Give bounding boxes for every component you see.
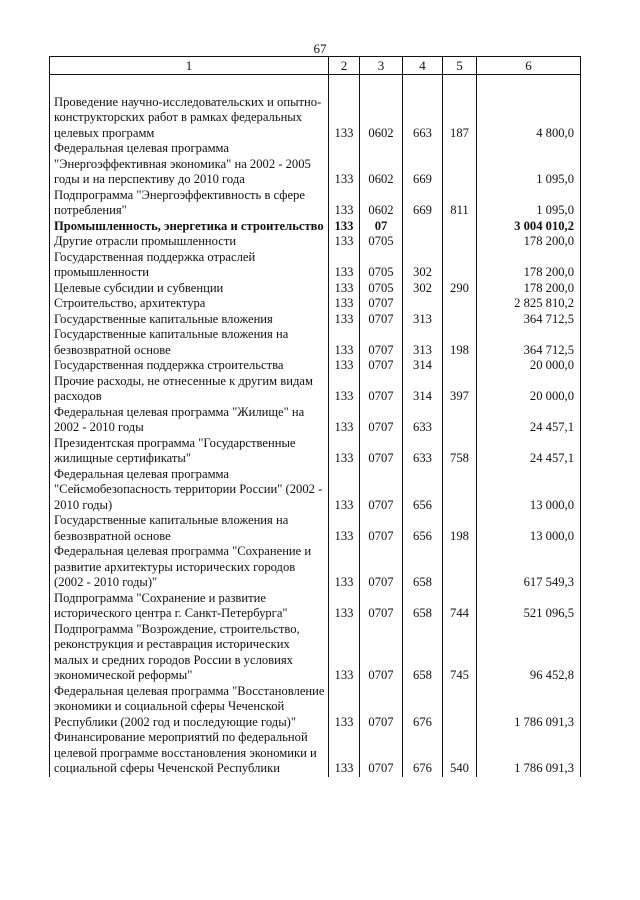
row-ministry-code-cell: 133: [329, 188, 360, 219]
row-article-code-cell: 656: [403, 513, 443, 544]
spacer-row: [50, 74, 581, 95]
row-amount-cell: 96 452,8: [477, 622, 581, 684]
row-amount-cell: 24 457,1: [477, 436, 581, 467]
row-section-code-cell: 0707: [360, 684, 403, 731]
row-expense-type-cell: [443, 405, 477, 436]
row-section-code-cell: 0707: [360, 467, 403, 514]
row-amount-cell: 4 800,0: [477, 95, 581, 142]
row-article-code-cell: 314: [403, 358, 443, 374]
column-header-6: 6: [477, 57, 581, 75]
row-section-code-cell: 0707: [360, 622, 403, 684]
row-expense-type-cell: 187: [443, 95, 477, 142]
row-name-cell: Федеральная целевая программа "Жилище" на 2002 - 2010 годы: [50, 405, 329, 436]
row-article-code-cell: 669: [403, 188, 443, 219]
row-amount-cell: 20 000,0: [477, 374, 581, 405]
row-article-code-cell: 656: [403, 467, 443, 514]
row-name-cell: Строительство, архитектура: [50, 296, 329, 312]
table-row: [50, 219, 581, 235]
row-article-code-cell: 658: [403, 622, 443, 684]
row-expense-type-cell: [443, 544, 477, 591]
table-row: [50, 358, 581, 374]
row-article-code-cell: [403, 219, 443, 235]
table-row: [50, 374, 581, 405]
row-ministry-code-cell: 133: [329, 234, 360, 250]
row-amount-cell: 617 549,3: [477, 544, 581, 591]
row-section-code-cell: 07: [360, 219, 403, 235]
row-ministry-code-cell: 133: [329, 730, 360, 777]
row-expense-type-cell: [443, 250, 477, 281]
row-name-cell: Подпрограмма "Сохранение и развитие исторического центра г. Санкт-Петербурга": [50, 591, 329, 622]
row-name-cell: Подпрограмма "Энергоэффективность в сфере потребления": [50, 188, 329, 219]
row-article-code-cell: 669: [403, 141, 443, 188]
row-name-cell: Федеральная целевая программа "Сейсмобезопасность территории России" (2002 - 2010 годы): [50, 467, 329, 514]
table-row: [50, 296, 581, 312]
table-row: [50, 281, 581, 297]
table-row: [50, 141, 581, 188]
row-article-code-cell: 676: [403, 684, 443, 731]
table-row: [50, 188, 581, 219]
table-row: [50, 95, 581, 142]
table-row: [50, 467, 581, 514]
budget-table: [49, 56, 581, 777]
row-name-cell: Президентская программа "Государственные жилищные сертификаты": [50, 436, 329, 467]
row-section-code-cell: 0707: [360, 544, 403, 591]
row-expense-type-cell: [443, 219, 477, 235]
table-row: [50, 730, 581, 777]
row-expense-type-cell: [443, 358, 477, 374]
row-name-cell: Государственная поддержка отраслей промышленности: [50, 250, 329, 281]
row-expense-type-cell: 745: [443, 622, 477, 684]
table-row: [50, 513, 581, 544]
row-amount-cell: 521 096,5: [477, 591, 581, 622]
row-name-cell: Промышленность, энергетика и строительство: [50, 219, 329, 235]
row-section-code-cell: 0707: [360, 327, 403, 358]
row-expense-type-cell: 198: [443, 327, 477, 358]
row-article-code-cell: 314: [403, 374, 443, 405]
row-article-code-cell: 676: [403, 730, 443, 777]
row-amount-cell: 3 004 010,2: [477, 219, 581, 235]
row-amount-cell: 1 095,0: [477, 141, 581, 188]
row-expense-type-cell: 540: [443, 730, 477, 777]
row-amount-cell: 20 000,0: [477, 358, 581, 374]
row-section-code-cell: 0602: [360, 95, 403, 142]
row-section-code-cell: 0602: [360, 141, 403, 188]
row-ministry-code-cell: 133: [329, 684, 360, 731]
page-number: 67: [313, 41, 327, 56]
row-amount-cell: 1 786 091,3: [477, 730, 581, 777]
row-ministry-code-cell: 133: [329, 250, 360, 281]
row-section-code-cell: 0707: [360, 296, 403, 312]
row-name-cell: Целевые субсидии и субвенции: [50, 281, 329, 297]
row-amount-cell: 13 000,0: [477, 467, 581, 514]
row-article-code-cell: 302: [403, 250, 443, 281]
column-header-1: 1: [50, 57, 329, 75]
column-header-4: 4: [403, 57, 443, 75]
row-section-code-cell: 0705: [360, 281, 403, 297]
row-section-code-cell: 0707: [360, 513, 403, 544]
row-expense-type-cell: 198: [443, 513, 477, 544]
table-row: [50, 250, 581, 281]
row-expense-type-cell: [443, 684, 477, 731]
row-ministry-code-cell: 133: [329, 312, 360, 328]
row-amount-cell: 364 712,5: [477, 312, 581, 328]
table-row: [50, 327, 581, 358]
row-section-code-cell: 0707: [360, 405, 403, 436]
row-name-cell: Прочие расходы, не отнесенные к другим видам расходов: [50, 374, 329, 405]
row-ministry-code-cell: 133: [329, 467, 360, 514]
table-row: [50, 312, 581, 328]
row-ministry-code-cell: 133: [329, 219, 360, 235]
column-number-header-row: [50, 57, 581, 75]
row-article-code-cell: 313: [403, 312, 443, 328]
row-expense-type-cell: 811: [443, 188, 477, 219]
row-ministry-code-cell: 133: [329, 327, 360, 358]
row-section-code-cell: 0707: [360, 436, 403, 467]
row-article-code-cell: 302: [403, 281, 443, 297]
row-ministry-code-cell: 133: [329, 544, 360, 591]
table-row: [50, 622, 581, 684]
row-name-cell: Проведение научно-исследовательских и опытно-конструкторских работ в рамках федеральных целевых программ: [50, 95, 329, 142]
row-name-cell: Федеральная целевая программа "Сохранение и развитие архитектуры исторических городов (2002 - 2010 годы)": [50, 544, 329, 591]
row-name-cell: Федеральная целевая программа "Восстановление экономики и социальной сферы Чеченской Республики (2002 год и последующие годы)": [50, 684, 329, 731]
column-header-5: 5: [443, 57, 477, 75]
row-expense-type-cell: 744: [443, 591, 477, 622]
row-article-code-cell: 313: [403, 327, 443, 358]
row-article-code-cell: 633: [403, 436, 443, 467]
row-article-code-cell: 633: [403, 405, 443, 436]
table-row: [50, 405, 581, 436]
row-expense-type-cell: 290: [443, 281, 477, 297]
row-amount-cell: 178 200,0: [477, 234, 581, 250]
row-expense-type-cell: [443, 234, 477, 250]
row-ministry-code-cell: 133: [329, 622, 360, 684]
row-section-code-cell: 0707: [360, 730, 403, 777]
row-ministry-code-cell: 133: [329, 296, 360, 312]
row-section-code-cell: 0602: [360, 188, 403, 219]
table-row: [50, 684, 581, 731]
column-header-3: 3: [360, 57, 403, 75]
row-article-code-cell: [403, 234, 443, 250]
row-amount-cell: 24 457,1: [477, 405, 581, 436]
row-name-cell: Федеральная целевая программа "Энергоэффективная экономика" на 2002 - 2005 годы и на перспективу до 2010 года: [50, 141, 329, 188]
row-ministry-code-cell: 133: [329, 436, 360, 467]
row-article-code-cell: [403, 296, 443, 312]
row-name-cell: Подпрограмма "Возрождение, строительство, реконструкция и реставрация исторических малых и средних городов России в условиях экономической реформы": [50, 622, 329, 684]
row-name-cell: Государственные капитальные вложения: [50, 312, 329, 328]
row-expense-type-cell: [443, 296, 477, 312]
row-ministry-code-cell: 133: [329, 405, 360, 436]
row-amount-cell: 2 825 810,2: [477, 296, 581, 312]
row-section-code-cell: 0705: [360, 234, 403, 250]
row-expense-type-cell: 397: [443, 374, 477, 405]
row-ministry-code-cell: 133: [329, 374, 360, 405]
row-section-code-cell: 0707: [360, 374, 403, 405]
row-name-cell: Финансирование мероприятий по федеральной целевой программе восстановления экономики и социальной сферы Чеченской Республики: [50, 730, 329, 777]
row-ministry-code-cell: 133: [329, 591, 360, 622]
column-header-2: 2: [329, 57, 360, 75]
row-name-cell: Другие отрасли промышленности: [50, 234, 329, 250]
row-amount-cell: 364 712,5: [477, 327, 581, 358]
row-section-code-cell: 0705: [360, 250, 403, 281]
row-expense-type-cell: [443, 312, 477, 328]
row-expense-type-cell: 758: [443, 436, 477, 467]
row-expense-type-cell: [443, 467, 477, 514]
row-article-code-cell: 658: [403, 544, 443, 591]
row-ministry-code-cell: 133: [329, 95, 360, 142]
row-amount-cell: 1 786 091,3: [477, 684, 581, 731]
row-name-cell: Государственные капитальные вложения на безвозвратной основе: [50, 513, 329, 544]
row-amount-cell: 178 200,0: [477, 281, 581, 297]
row-section-code-cell: 0707: [360, 591, 403, 622]
row-amount-cell: 13 000,0: [477, 513, 581, 544]
table-row: [50, 591, 581, 622]
row-section-code-cell: 0707: [360, 312, 403, 328]
table-row: [50, 234, 581, 250]
row-amount-cell: 1 095,0: [477, 188, 581, 219]
row-expense-type-cell: [443, 141, 477, 188]
row-article-code-cell: 658: [403, 591, 443, 622]
row-ministry-code-cell: 133: [329, 141, 360, 188]
row-name-cell: Государственные капитальные вложения на безвозвратной основе: [50, 327, 329, 358]
row-section-code-cell: 0707: [360, 358, 403, 374]
table-row: [50, 436, 581, 467]
row-name-cell: Государственная поддержка строительства: [50, 358, 329, 374]
row-amount-cell: 178 200,0: [477, 250, 581, 281]
row-ministry-code-cell: 133: [329, 358, 360, 374]
row-ministry-code-cell: 133: [329, 513, 360, 544]
table-row: [50, 544, 581, 591]
row-article-code-cell: 663: [403, 95, 443, 142]
row-ministry-code-cell: 133: [329, 281, 360, 297]
